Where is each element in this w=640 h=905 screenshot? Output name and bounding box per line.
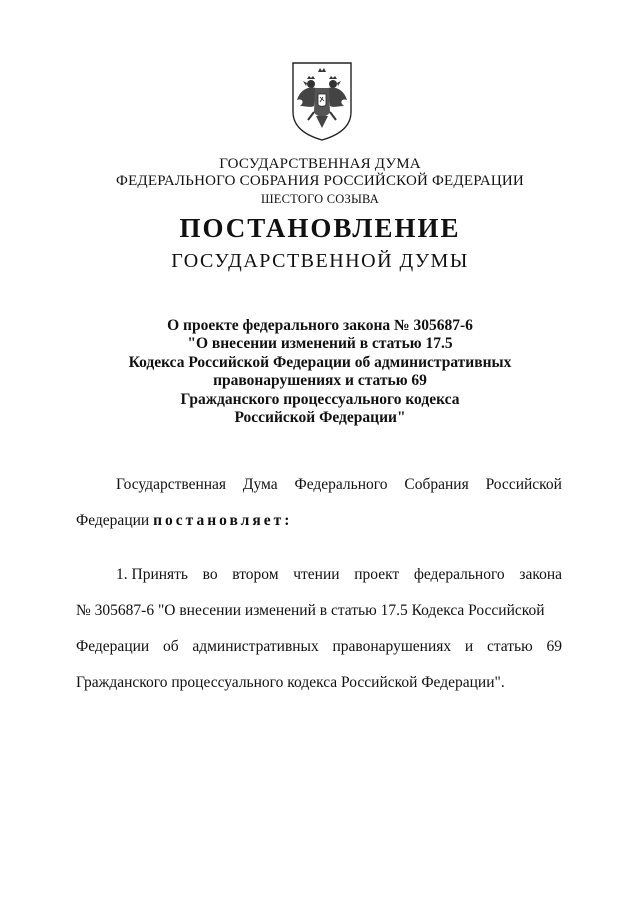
document-type-title: ПОСТАНОВЛЕНИЕ	[179, 213, 461, 243]
header-line-federal-assembly: ФЕДЕРАЛЬНОГО СОБРАНИЯ РОССИЙСКОЙ ФЕДЕРАЦИИ	[116, 173, 524, 189]
word: 69	[546, 638, 562, 655]
item-line	[76, 629, 562, 665]
word: Российской	[485, 476, 562, 493]
double-headed-eagle-icon	[290, 60, 354, 142]
word: Дума	[242, 476, 278, 493]
document-organ-title: ГОСУДАРСТВЕННОЙ ДУМЫ	[171, 250, 469, 272]
subject-line: Российской Федерации"	[234, 409, 406, 427]
issuing-body-header	[0, 156, 640, 208]
subject-line: правонарушениях и статью 69	[213, 372, 427, 390]
word: и	[464, 638, 474, 655]
item-line: Гражданского процессуального кодекса Российской Федерации".	[76, 674, 505, 691]
subject-line: Гражданского процессуального кодекса	[180, 390, 460, 408]
preamble-line	[76, 503, 562, 539]
word: Государственная	[116, 476, 227, 493]
item-line: № 305687-6 "О внесении изменений в статью 17.5 Кодекса Российской	[76, 602, 545, 619]
word: во	[202, 566, 218, 583]
word: чтении	[293, 566, 340, 583]
word: Федерации	[76, 638, 150, 655]
decree-verb: постановляет:	[153, 512, 293, 529]
word: втором	[232, 566, 279, 583]
preamble-line	[76, 467, 562, 503]
word: Собрания	[404, 476, 469, 493]
word: закона	[519, 566, 562, 583]
preamble-text: Федерации	[76, 512, 154, 529]
item-1-paragraph	[76, 557, 562, 701]
word: статью	[486, 638, 533, 655]
item-line	[76, 557, 562, 593]
preamble-paragraph	[76, 467, 562, 539]
word: проект	[354, 566, 400, 583]
coat-of-arms-emblem	[290, 60, 354, 142]
word: административных	[192, 638, 319, 655]
word: федерального	[413, 566, 505, 583]
word: 1. Принять	[116, 566, 189, 583]
word: об	[162, 638, 179, 655]
word: правонарушениях	[332, 638, 452, 655]
word: Федерального	[294, 476, 388, 493]
subject-line: "О внесении изменений в статью 17.5	[187, 335, 453, 353]
subject-line: О проекте федерального закона № 305687-6	[167, 317, 473, 334]
subject-line: Кодекса Российской Федерации об административных	[128, 353, 512, 371]
header-line-duma: ГОСУДАРСТВЕННАЯ ДУМА	[219, 156, 421, 172]
document-subject	[0, 317, 640, 427]
header-line-convocation: ШЕСТОГО СОЗЫВА	[260, 192, 380, 206]
